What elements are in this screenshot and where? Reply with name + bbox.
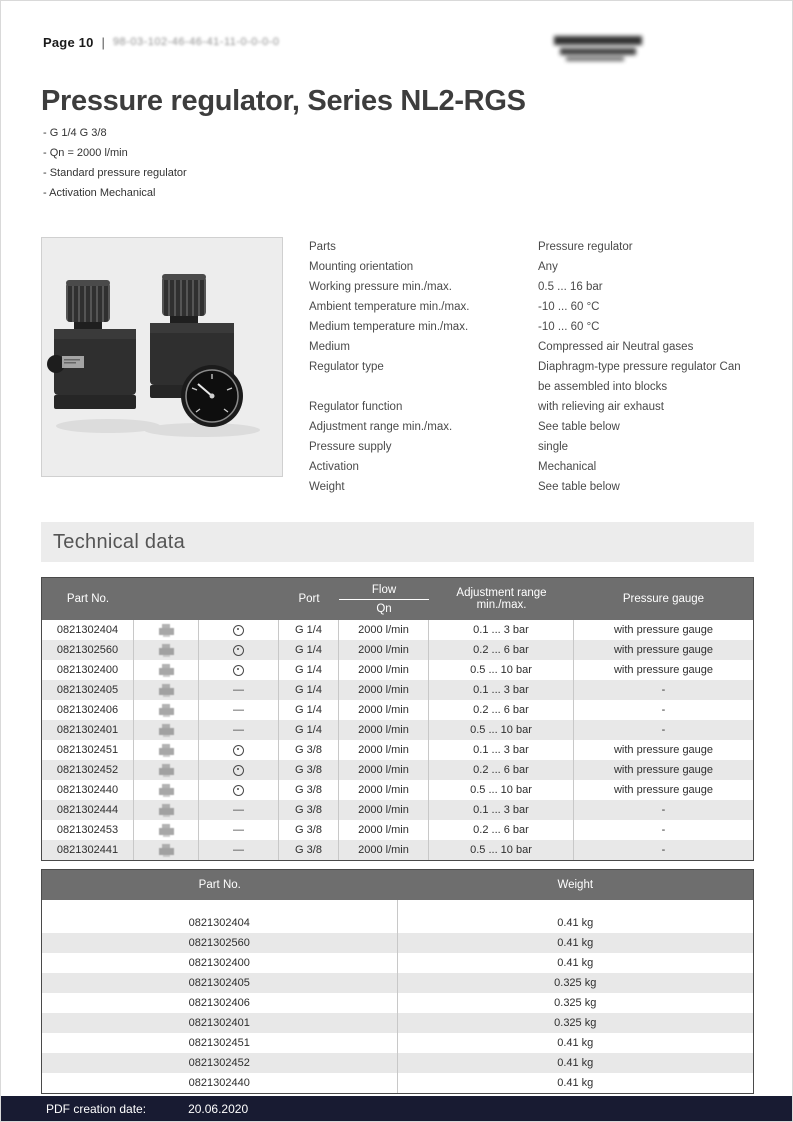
table-row — [42, 800, 753, 820]
part-no-cell: 0821302440 — [42, 780, 134, 800]
spec-label: Mounting orientation — [309, 261, 414, 273]
thumbnail-cell — [134, 640, 199, 660]
regulator-thumbnail-icon — [159, 664, 174, 677]
symbol-cell — [199, 760, 279, 780]
no-gauge-dash: — — [233, 684, 244, 696]
spec-value: with relieving air exhaust — [538, 401, 664, 413]
part-no-cell: 0821302452 — [42, 760, 134, 780]
thumbnail-cell — [134, 680, 199, 700]
weight-cell: 0.41 kg — [557, 917, 594, 929]
port-cell: G 1/4 — [279, 700, 339, 720]
pressure-gauge-cell: with pressure gauge — [613, 784, 714, 796]
port-cell: G 1/4 — [279, 660, 339, 680]
table-row — [42, 720, 753, 740]
table-row — [42, 700, 753, 720]
adjustment-range-cell: 0.5 ... 10 bar — [429, 720, 574, 740]
part-no-cell: 0821302560 — [42, 933, 398, 953]
section-title: Technical data — [53, 530, 186, 553]
symbol-cell — [199, 660, 279, 680]
spec-row — [309, 297, 754, 317]
spec-label: Medium — [309, 341, 350, 353]
symbol-cell — [199, 720, 279, 740]
pressure-gauge-cell: - — [661, 684, 666, 696]
port-cell: G 3/8 — [279, 780, 339, 800]
table-row — [42, 973, 753, 993]
feature-bullet: - Standard pressure regulator — [43, 167, 187, 179]
spec-value: -10 ... 60 °C — [538, 321, 600, 333]
gauge-symbol-icon — [233, 765, 244, 776]
table-row — [42, 780, 753, 800]
product-image-frame — [41, 237, 283, 477]
symbol-cell — [199, 820, 279, 840]
spec-label: Parts — [309, 241, 336, 253]
product-image — [42, 238, 282, 476]
weight-cell: 0.41 kg — [557, 937, 594, 949]
port-cell: G 3/8 — [279, 740, 339, 760]
regulator-thumbnail-icon — [159, 704, 174, 717]
gauge-symbol-icon — [233, 745, 244, 756]
no-gauge-dash: — — [233, 824, 244, 836]
empty-cell — [398, 900, 754, 913]
part-no-cell: 0821302452 — [42, 1053, 398, 1073]
spec-label: Ambient temperature min./max. — [309, 301, 470, 313]
flow-cell: 2000 l/min — [339, 780, 429, 800]
spec-value: -10 ... 60 °C — [538, 301, 600, 313]
table-row — [42, 933, 753, 953]
spec-label: Medium temperature min./max. — [309, 321, 469, 333]
no-gauge-dash: — — [233, 804, 244, 816]
symbol-cell — [199, 680, 279, 700]
flow-cell: 2000 l/min — [339, 800, 429, 820]
flow-cell: 2000 l/min — [339, 620, 429, 640]
thumbnail-cell — [134, 760, 199, 780]
spec-value: Compressed air Neutral gases — [538, 341, 694, 353]
adjustment-range-cell: 0.5 ... 10 bar — [429, 840, 574, 860]
spec-value: 0.5 ... 16 bar — [538, 281, 603, 293]
thumbnail-cell — [134, 720, 199, 740]
pressure-gauge — [181, 365, 243, 427]
port-cell: G 1/4 — [279, 680, 339, 700]
table-row — [42, 913, 753, 933]
pressure-gauge-cell: with pressure gauge — [613, 764, 714, 776]
no-gauge-dash: — — [233, 704, 244, 716]
weight-cell: 0.41 kg — [557, 1077, 594, 1089]
spec-label: Regulator type — [309, 361, 384, 373]
table-row — [42, 820, 753, 840]
adjustment-range-cell: 0.1 ... 3 bar — [429, 620, 574, 640]
regulator-thumbnail-icon — [159, 744, 174, 757]
spec-row — [309, 357, 754, 397]
col-header-pressure-gauge: Pressure gauge — [622, 593, 705, 605]
flow-cell: 2000 l/min — [339, 740, 429, 760]
regulator-thumbnail-icon — [159, 724, 174, 737]
feature-bullet: - Qn = 2000 l/min — [43, 147, 128, 159]
flow-cell: 2000 l/min — [339, 660, 429, 680]
thumbnail-cell — [134, 620, 199, 640]
spec-row — [309, 337, 754, 357]
part-no-cell: 0821302400 — [42, 660, 134, 680]
pressure-gauge-cell: with pressure gauge — [613, 744, 714, 756]
symbol-cell — [199, 620, 279, 640]
spec-value: Any — [538, 261, 558, 273]
feature-bullet-list — [43, 123, 187, 203]
weight-table — [41, 869, 754, 1094]
gauge-symbol-icon — [233, 625, 244, 636]
spec-label: Adjustment range min./max. — [309, 421, 453, 433]
no-gauge-dash: — — [233, 724, 244, 736]
flow-cell: 2000 l/min — [339, 640, 429, 660]
adjustment-range-cell: 0.5 ... 10 bar — [429, 660, 574, 680]
spec-label: Working pressure min./max. — [309, 281, 452, 293]
pressure-gauge-cell: with pressure gauge — [613, 664, 714, 676]
adjustment-range-cell: 0.5 ... 10 bar — [429, 780, 574, 800]
spacer-row — [42, 900, 753, 913]
pressure-gauge-cell: with pressure gauge — [613, 624, 714, 636]
header-reference-blurred: 98-03-102-46-46-41-11-0-0-0-0 — [112, 36, 280, 48]
flow-cell: 2000 l/min — [339, 820, 429, 840]
part-no-cell: 0821302405 — [42, 973, 398, 993]
col-header-part-no: Part No. — [66, 593, 110, 605]
part-no-cell: 0821302451 — [42, 1033, 398, 1053]
adjustment-range-cell: 0.2 ... 6 bar — [429, 640, 574, 660]
symbol-cell — [199, 840, 279, 860]
pressure-gauge-cell: - — [661, 804, 666, 816]
port-cell: G 1/4 — [279, 620, 339, 640]
table-row — [42, 953, 753, 973]
symbol-cell — [199, 800, 279, 820]
part-no-cell: 0821302401 — [42, 1013, 398, 1033]
table-row — [42, 740, 753, 760]
part-no-cell: 0821302401 — [42, 720, 134, 740]
spec-value: Diaphragm-type pressure regulator Can be assembled into blocks — [538, 361, 741, 393]
spec-value: single — [538, 441, 569, 453]
flow-qn-label: Qn — [339, 599, 429, 619]
port-cell: G 1/4 — [279, 720, 339, 740]
regulator-thumbnail-icon — [159, 844, 174, 857]
adjustment-range-cell: 0.1 ... 3 bar — [429, 740, 574, 760]
regulator-thumbnail-icon — [159, 644, 174, 657]
thumbnail-cell — [134, 820, 199, 840]
regulator-thumbnail-icon — [159, 804, 174, 817]
weight-cell: 0.41 kg — [557, 1057, 594, 1069]
col-header-weight: Weight — [557, 879, 594, 891]
spec-row — [309, 317, 754, 337]
part-no-cell: 0821302404 — [42, 913, 398, 933]
weight-cell: 0.41 kg — [557, 957, 594, 969]
thumbnail-cell — [134, 660, 199, 680]
technical-data-table — [41, 577, 754, 861]
thumbnail-cell — [134, 780, 199, 800]
part-no-cell: 0821302453 — [42, 820, 134, 840]
weight-cell: 0.41 kg — [557, 1037, 594, 1049]
table-row — [42, 993, 753, 1013]
table-row — [42, 680, 753, 700]
symbol-cell — [199, 700, 279, 720]
pressure-gauge-cell: - — [661, 824, 666, 836]
regulator-thumbnail-icon — [159, 784, 174, 797]
spec-label: Pressure supply — [309, 441, 392, 453]
technical-table-header — [42, 578, 753, 620]
table-row — [42, 1053, 753, 1073]
symbol-cell — [199, 640, 279, 660]
thumbnail-cell — [134, 800, 199, 820]
col-header-thumbnail — [134, 597, 199, 601]
section-technical-data — [41, 522, 754, 562]
col-header-port: Port — [298, 593, 320, 605]
pressure-gauge-cell: - — [661, 844, 666, 856]
spec-list — [309, 237, 754, 497]
flow-header-label: Flow — [371, 583, 397, 596]
part-no-cell: 0821302406 — [42, 993, 398, 1013]
adjustment-range-cell: 0.2 ... 6 bar — [429, 820, 574, 840]
table-row — [42, 620, 753, 640]
pressure-gauge-cell: - — [661, 724, 666, 736]
port-cell: G 3/8 — [279, 760, 339, 780]
weight-table-header — [42, 870, 753, 900]
port-cell: G 1/4 — [279, 640, 339, 660]
spec-value: Mechanical — [538, 461, 597, 473]
page-header — [43, 31, 280, 53]
part-no-cell: 0821302406 — [42, 700, 134, 720]
part-no-cell: 0821302451 — [42, 740, 134, 760]
pressure-gauge-cell: with pressure gauge — [613, 644, 714, 656]
weight-cell: 0.325 kg — [554, 997, 597, 1009]
port-cell: G 3/8 — [279, 820, 339, 840]
regulator-thumbnail-icon — [159, 624, 174, 637]
no-gauge-dash: — — [233, 844, 244, 856]
feature-bullet: - G 1/4 G 3/8 — [43, 127, 107, 139]
brand-logo-blurred — [554, 34, 642, 64]
spec-value: See table below — [538, 481, 620, 493]
pdf-creation-date-value: 20.06.2020 — [188, 1101, 249, 1116]
spec-label: Weight — [309, 481, 345, 493]
pdf-creation-date-label: PDF creation date: — [46, 1101, 147, 1116]
footer-bar — [1, 1096, 792, 1121]
part-no-cell: 0821302444 — [42, 800, 134, 820]
port-cell: G 3/8 — [279, 800, 339, 820]
regulator-thumbnail-icon — [159, 764, 174, 777]
symbol-cell — [199, 740, 279, 760]
col-header-symbol — [199, 597, 279, 601]
adjustment-range-cell: 0.1 ... 3 bar — [429, 680, 574, 700]
part-no-cell: 0821302440 — [42, 1073, 398, 1093]
spec-row — [309, 237, 754, 257]
col-header-flow — [339, 578, 429, 620]
table-row — [42, 1033, 753, 1053]
table-row — [42, 640, 753, 660]
empty-cell — [42, 900, 398, 913]
regulator-thumbnail-icon — [159, 824, 174, 837]
feature-bullet: - Activation Mechanical — [43, 187, 156, 199]
part-no-cell: 0821302405 — [42, 680, 134, 700]
symbol-cell — [199, 780, 279, 800]
part-no-cell: 0821302560 — [42, 640, 134, 660]
col-header-part-no: Part No. — [198, 879, 241, 891]
page-title: Pressure regulator, Series NL2-RGS — [41, 85, 526, 117]
gauge-symbol-icon — [233, 785, 244, 796]
page-number-label: Page 10 — [43, 34, 94, 50]
flow-cell: 2000 l/min — [339, 680, 429, 700]
spec-row — [309, 457, 754, 477]
part-no-cell: 0821302441 — [42, 840, 134, 860]
flow-cell: 2000 l/min — [339, 700, 429, 720]
table-row — [42, 760, 753, 780]
weight-cell: 0.325 kg — [554, 1017, 597, 1029]
spec-row — [309, 477, 754, 497]
flow-cell: 2000 l/min — [339, 760, 429, 780]
thumbnail-cell — [134, 740, 199, 760]
port-cell: G 3/8 — [279, 840, 339, 860]
table2-body — [42, 913, 753, 1093]
weight-cell: 0.325 kg — [554, 977, 597, 989]
thumbnail-cell — [134, 700, 199, 720]
spec-value: See table below — [538, 421, 620, 433]
table1-body — [42, 620, 753, 860]
adjustment-range-cell: 0.1 ... 3 bar — [429, 800, 574, 820]
adjustment-range-cell: 0.2 ... 6 bar — [429, 760, 574, 780]
spec-row — [309, 417, 754, 437]
table-row — [42, 1073, 753, 1093]
part-no-cell: 0821302400 — [42, 953, 398, 973]
pressure-gauge-cell: - — [661, 704, 666, 716]
part-no-cell: 0821302404 — [42, 620, 134, 640]
spec-value: Pressure regulator — [538, 241, 633, 253]
flow-cell: 2000 l/min — [339, 840, 429, 860]
thumbnail-cell — [134, 840, 199, 860]
spec-row — [309, 257, 754, 277]
spec-label: Regulator function — [309, 401, 403, 413]
spec-row — [309, 437, 754, 457]
spec-row — [309, 277, 754, 297]
gauge-symbol-icon — [233, 665, 244, 676]
spec-label: Activation — [309, 461, 359, 473]
table-row — [42, 840, 753, 860]
spec-row — [309, 397, 754, 417]
header-separator: | — [101, 34, 105, 50]
adjustment-range-cell: 0.2 ... 6 bar — [429, 700, 574, 720]
table-row — [42, 660, 753, 680]
col-header-adjustment-range: Adjustment range min./max. — [456, 587, 547, 611]
regulator-thumbnail-icon — [159, 684, 174, 697]
table-row — [42, 1013, 753, 1033]
gauge-symbol-icon — [233, 645, 244, 656]
flow-cell: 2000 l/min — [339, 720, 429, 740]
